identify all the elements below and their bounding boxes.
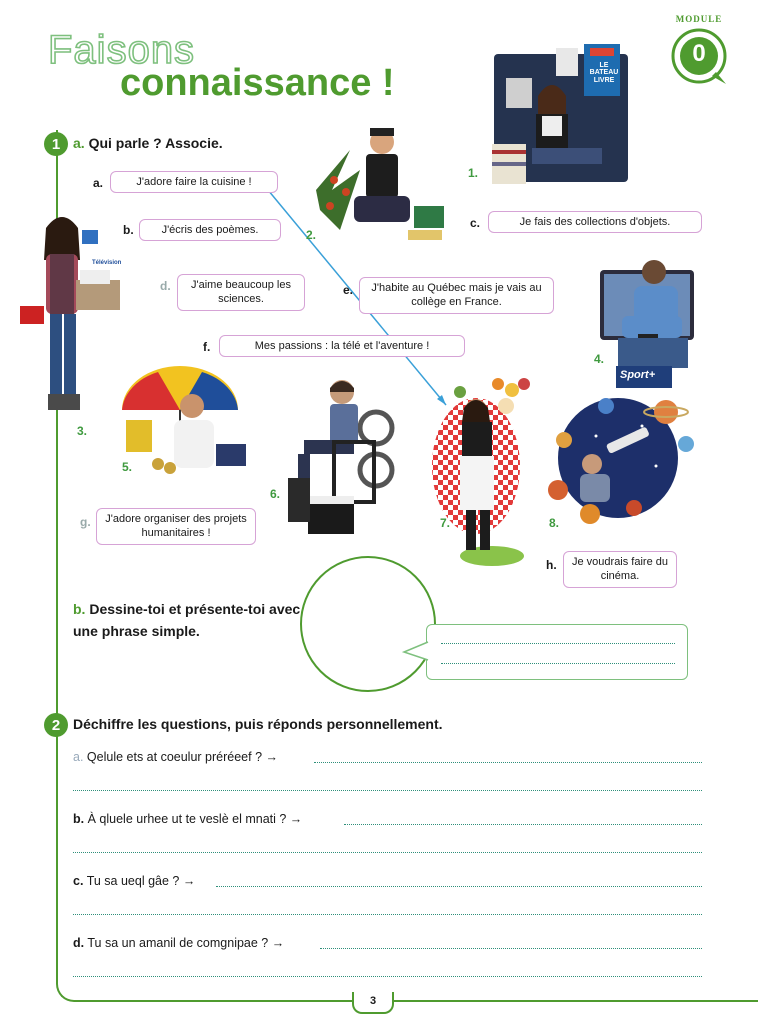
- bubble-b-letter: b.: [123, 223, 134, 237]
- bubble-g-letter: g.: [80, 515, 91, 529]
- photo-7-girl-cook: [428, 370, 540, 570]
- bubble-h-letter: h.: [546, 558, 557, 572]
- answer-b-line-2[interactable]: [73, 852, 702, 853]
- photo-number-6: 6.: [270, 487, 281, 501]
- question-a-text: Qelule ets at coeulur préréeef ? →: [86, 750, 278, 764]
- bubble-c-letter: c.: [470, 216, 481, 230]
- question-c-text: Tu sa ueql gâe ? →: [86, 874, 196, 888]
- exercise-2-badge: 2: [44, 713, 68, 737]
- page-number-tab: [352, 992, 394, 1014]
- photo-number-8: 8.: [549, 516, 560, 530]
- bubble-h: Je voudrais faire du cinéma.: [563, 551, 677, 588]
- module-label: MODULE: [675, 14, 723, 24]
- photo-2-boy-writer: [310, 120, 460, 260]
- photo-5-girl-umbrella: [118, 366, 250, 488]
- question-b-text: À qluele urhee ut te veslè el mnati ? →: [87, 812, 303, 826]
- question-d-text: Tu sa un amanil de comgnipae ? →: [87, 936, 285, 950]
- tv-logo: Télévision: [92, 260, 122, 266]
- answer-c-line-1[interactable]: [216, 886, 702, 887]
- question-a: [73, 750, 278, 764]
- exercise-2-instruction: Déchiffre les questions, puis réponds personnellement.: [73, 716, 443, 732]
- exercise-1b-instruction: Dessine-toi et présente-toi avec une phrase simple.: [73, 601, 301, 640]
- presentation-speech-bubble[interactable]: [426, 624, 688, 680]
- bubble-d-letter: d.: [160, 279, 171, 293]
- question-d-letter: d.: [73, 936, 85, 950]
- answer-a-line-2[interactable]: [73, 790, 702, 791]
- question-c-letter: c.: [73, 874, 84, 888]
- answer-a-line-1[interactable]: [314, 762, 702, 763]
- speech-bubble-tail: [402, 640, 430, 662]
- photo-1-girl-collector: [492, 44, 632, 192]
- bubble-b: J'écris des poèmes.: [139, 219, 281, 241]
- bubble-d: J'aime beaucoup les sciences.: [177, 274, 305, 311]
- answer-b-line-1[interactable]: [344, 824, 702, 825]
- bubble-e-letter: e.: [343, 283, 354, 297]
- title-line-2: connaissance !: [120, 62, 395, 104]
- presentation-line-1: [441, 643, 675, 644]
- photo-number-1: 1.: [468, 166, 479, 180]
- question-b-letter: b.: [73, 812, 85, 826]
- bubble-e: J'habite au Québec mais je vais au collège en France.: [359, 277, 554, 314]
- bubble-a-letter: a.: [93, 176, 104, 190]
- question-a-letter: a.: [73, 750, 84, 764]
- exercise-1b-letter: b.: [73, 601, 86, 617]
- answer-d-line-2[interactable]: [73, 976, 702, 977]
- question-c: [73, 874, 195, 888]
- question-d: [73, 936, 284, 950]
- exercise-1a-instruction: Qui parle ? Associe.: [88, 135, 223, 151]
- bubble-a: J'adore faire la cuisine !: [110, 171, 278, 193]
- module-number: 0: [692, 40, 706, 67]
- answer-c-line-2[interactable]: [73, 914, 702, 915]
- photo-number-5: 5.: [122, 460, 133, 474]
- photo-number-2: 2.: [306, 228, 317, 242]
- exercise-1b-header: [73, 598, 303, 643]
- photo-number-4: 4.: [594, 352, 605, 366]
- photo-8-girl-telescope: [546, 396, 702, 530]
- photo-number-3: 3.: [77, 424, 88, 438]
- title-line-1: Faisons: [48, 28, 196, 72]
- presentation-line-2: [441, 663, 675, 664]
- bubble-f-letter: f.: [203, 340, 211, 354]
- photo-6-boy-cinema: [284, 378, 402, 536]
- photo-4-boy-tv: [598, 256, 702, 388]
- photo-number-7: 7.: [440, 516, 451, 530]
- self-portrait-circle[interactable]: [300, 556, 436, 692]
- answer-d-line-1[interactable]: [320, 948, 702, 949]
- bubble-g: J'adore organiser des projets humanitaires !: [96, 508, 256, 545]
- book-title: LE BATEAU LIVRE: [589, 62, 619, 84]
- page-number: 3: [369, 995, 377, 1007]
- bubble-f: Mes passions : la télé et l'aventure !: [219, 335, 465, 357]
- exercise-1-badge: 1: [44, 132, 68, 156]
- exercise-1a-letter: a.: [73, 135, 85, 151]
- bubble-c: Je fais des collections d'objets.: [488, 211, 702, 233]
- photo-3-girl-humanitarian: [20, 210, 130, 428]
- question-b: [73, 812, 302, 826]
- sport-logo: Sport+: [620, 369, 656, 381]
